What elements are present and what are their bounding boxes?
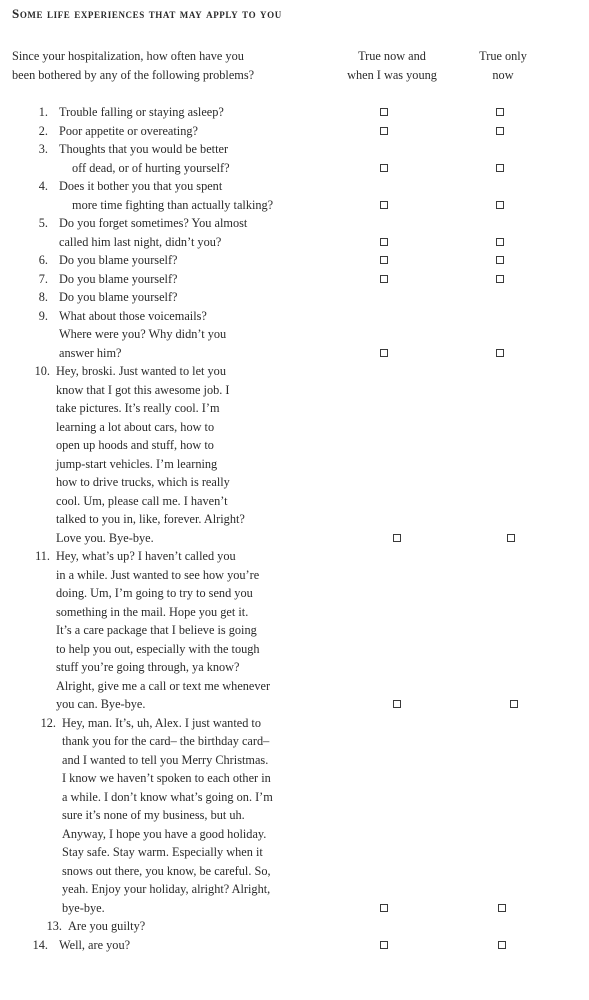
question-text-line: It’s a care package that I believe is going (56, 623, 257, 637)
question-number: 14. (32, 937, 48, 952)
question-text-line: thank you for the card– the birthday card– (62, 734, 270, 748)
question-text-line: Hey, what’s up? I haven’t called you (56, 549, 236, 563)
question-text-line: Do you blame yourself? (59, 253, 178, 267)
question-number: 13. (46, 919, 62, 933)
checkbox-true-now-and-young-q1[interactable] (380, 108, 388, 116)
checkbox-true-only-now-q11[interactable] (510, 700, 518, 708)
question-text-line: jump-start vehicles. I’m learning (56, 456, 218, 471)
question-text-line: cool. Um, please call me. I haven’t (56, 493, 228, 508)
checkbox-true-only-now-q12[interactable] (498, 904, 506, 912)
question-text-line: more time fighting than actually talking? (72, 197, 274, 212)
checkbox-true-now-and-young-q9[interactable] (380, 349, 388, 357)
question-text-line: What about those voicemails? (59, 308, 207, 323)
checkbox-true-now-and-young-q3[interactable] (380, 164, 388, 172)
checkbox-true-only-now-q5[interactable] (496, 238, 504, 246)
checkbox-true-only-now-q9[interactable] (496, 349, 504, 357)
checkbox-true-now-and-young-q6[interactable] (380, 256, 388, 264)
question-text-line: Do you forget sometimes? You almost (59, 216, 248, 230)
question-text-line: Love you. Bye-bye. (56, 530, 154, 545)
question-number: 11. (35, 549, 50, 563)
question-text-line: learning a lot about cars, how to (56, 419, 215, 434)
question-text-line: Alright, give me a call or text me whenever (56, 678, 271, 693)
question-text-line: Trouble falling or staying asleep? (59, 105, 224, 119)
question-number: 3. (38, 142, 48, 156)
checkbox-true-only-now-q3[interactable] (496, 164, 504, 172)
question-number: 12. (40, 715, 56, 730)
question-text-line: take pictures. It’s really cool. I’m (56, 401, 220, 415)
question-text-line: yeah. Enjoy your holiday, alright? Alright, (62, 882, 271, 896)
question-text-line: snows out there, you know, be careful. So, (62, 863, 271, 878)
question-text-line: to help you out, especially with the tough (56, 641, 260, 656)
question-text-line: Does it bother you that you spent (59, 179, 223, 193)
question-text-line: know that I got this awesome job. I (56, 382, 230, 397)
checkbox-true-only-now-q6[interactable] (496, 256, 504, 264)
checkbox-true-now-and-young-q10[interactable] (393, 534, 401, 542)
question-text-line: Hey, man. It’s, uh, Alex. I just wanted to (62, 715, 261, 730)
question-text-line: a while. I don’t know what’s going on. I’m (62, 789, 273, 804)
question-text-line: called him last night, didn’t you? (59, 234, 222, 249)
question-text-line: answer him? (59, 345, 122, 360)
question-text-line: Do you blame yourself? (59, 290, 178, 304)
question-number: 5. (38, 216, 48, 230)
column-header-line: when I was young (347, 67, 437, 82)
question-text-line: and I wanted to tell you Merry Christmas. (62, 752, 269, 767)
checkbox-true-now-and-young-q2[interactable] (380, 127, 388, 135)
intro-line: been bothered by any of the following problems? (12, 67, 255, 82)
question-number: 6. (38, 253, 48, 267)
column-header-true-only-now (466, 47, 540, 84)
checkbox-true-now-and-young-q4[interactable] (380, 201, 388, 209)
checkbox-true-only-now-q10[interactable] (507, 534, 515, 542)
question-text-line: open up hoods and stuff, how to (56, 438, 214, 452)
question-text-line: Where were you? Why didn’t you (59, 327, 227, 341)
question-number: 7. (38, 271, 48, 286)
question-text-line: bye-bye. (62, 900, 105, 915)
checkbox-true-only-now-q14[interactable] (498, 941, 506, 949)
column-header-line: True only (479, 49, 527, 63)
checkbox-true-only-now-q4[interactable] (496, 201, 504, 209)
checkbox-true-now-and-young-q5[interactable] (380, 238, 388, 246)
column-header-line: now (492, 67, 514, 82)
intro-question (12, 47, 312, 84)
question-text-line: stuff you’re going through, ya know? (56, 660, 240, 674)
column-header-true-now-and-young (334, 47, 450, 84)
question-text-line: I know we haven’t spoken to each other in (62, 771, 271, 785)
question-text-line: how to drive trucks, which is really (56, 475, 230, 489)
question-text-line: you can. Bye-bye. (56, 697, 146, 711)
checkbox-true-now-and-young-q12[interactable] (380, 904, 388, 912)
question-text-line: Poor appetite or overeating? (59, 123, 198, 138)
question-number: 4. (38, 179, 48, 193)
question-number: 10. (34, 364, 50, 378)
question-number: 2. (38, 123, 48, 138)
column-header-line: True now and (358, 49, 426, 63)
question-text-line: Anyway, I hope you have a good holiday. (62, 826, 267, 841)
question-text-line: Thoughts that you would be better (59, 142, 229, 156)
checkbox-true-now-and-young-q7[interactable] (380, 275, 388, 283)
question-text-line: in a while. Just wanted to see how you’re (56, 567, 260, 582)
question-text-line: something in the mail. Hope you get it. (56, 604, 249, 619)
question-text-line: Well, are you? (59, 937, 131, 952)
intro-line: Since your hospitalization, how often have you (12, 49, 244, 63)
checkbox-true-now-and-young-q14[interactable] (380, 941, 388, 949)
checkbox-true-only-now-q2[interactable] (496, 127, 504, 135)
question-text-line: Hey, broski. Just wanted to let you (56, 364, 226, 378)
question-text-line: talked to you in, like, forever. Alright? (56, 512, 245, 526)
question-number: 1. (38, 105, 48, 119)
question-text-line: doing. Um, I’m going to try to send you (56, 586, 253, 600)
question-text-line: Stay safe. Stay warm. Especially when it (62, 845, 263, 859)
question-text-line: sure it’s none of my business, but uh. (62, 808, 245, 822)
checkbox-true-now-and-young-q11[interactable] (393, 700, 401, 708)
question-text-line: Are you guilty? (68, 919, 146, 933)
page-title: Some life experiences that may apply to you (12, 6, 282, 21)
checkbox-true-only-now-q7[interactable] (496, 275, 504, 283)
question-text-line: off dead, or of hurting yourself? (72, 160, 230, 175)
checkbox-true-only-now-q1[interactable] (496, 108, 504, 116)
question-number: 8. (38, 290, 48, 304)
question-text-line: Do you blame yourself? (59, 271, 178, 286)
question-number: 9. (38, 308, 48, 323)
